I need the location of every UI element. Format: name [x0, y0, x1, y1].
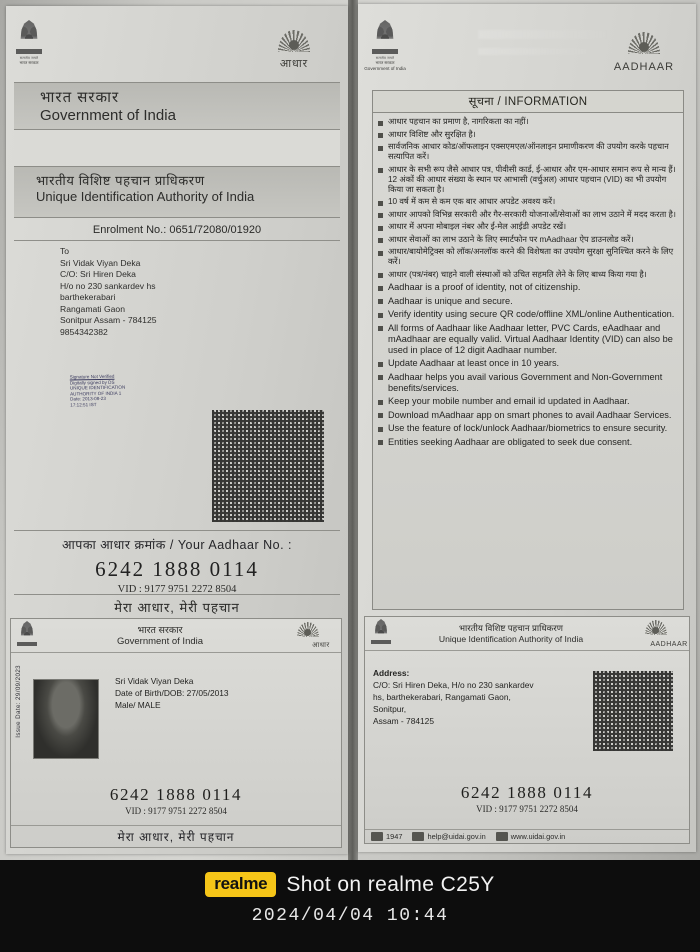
- card-front-person-details: [115, 675, 325, 711]
- bullet-square-icon: [378, 440, 383, 445]
- bullet-square-icon: [378, 362, 383, 367]
- tagline-card-front: मेरा आधार, मेरी पहचान: [11, 825, 341, 845]
- divider: [14, 530, 340, 531]
- bullet-square-icon: [378, 238, 383, 243]
- bullet-square-icon: [378, 146, 383, 151]
- address-line-3: H/o no 230 sankardev hs: [60, 280, 156, 291]
- card-back-footer: [365, 829, 689, 843]
- address-label: Address:: [373, 668, 410, 678]
- website-url: www.uidai.gov.in: [510, 832, 566, 841]
- info-text: Use the feature of lock/unlock Aadhaar/biometrics to ensure security.: [388, 423, 668, 433]
- info-item-en: [378, 423, 677, 434]
- enrolment-label: Enrolment No.:: [92, 224, 167, 236]
- issue-date-label: Issue Date:: [15, 702, 22, 738]
- address-line-6: Sonitpur Assam - 784125: [60, 315, 157, 325]
- aadhaar-label-hi: आपका आधार क्रमांक /: [62, 538, 174, 552]
- information-list: [373, 113, 683, 454]
- information-panel: [372, 90, 684, 610]
- info-text: Download mAadhaar app on smart phones to avail Aadhaar Services.: [388, 409, 672, 420]
- info-item-en: [378, 410, 677, 421]
- bullet-square-icon: [378, 273, 383, 278]
- recipient-address-block: [60, 246, 270, 338]
- issue-date-value: 29/09/2023: [15, 665, 22, 700]
- india-emblem-icon-right: सत्यमेव जयते भारत सरकार Government of India: [372, 20, 407, 71]
- info-text: Aadhaar is unique and secure.: [388, 295, 513, 306]
- bullet-square-icon: [378, 375, 383, 380]
- aadhaar-logo-card-front: [283, 621, 335, 651]
- signature-line-1: Signature Not Verified: [69, 373, 115, 380]
- signature-line-3: UNIQUE IDENTIFICATION: [69, 384, 126, 391]
- info-text: आधार में अपना मोबाइल नंबर और ई-मेल आईडी अपडेट रखें।: [388, 222, 567, 231]
- aadhaar-number-letter: 6242 1888 0114: [95, 557, 259, 581]
- email-item: [412, 832, 485, 841]
- tagline-letter: मेरा आधार, मेरी पहचान: [114, 600, 240, 615]
- card-back-header: [365, 617, 689, 651]
- info-item-en: [378, 323, 677, 356]
- aadhaar-wordmark-card-hi: आधार: [312, 642, 330, 649]
- signature-line-2: Digitally signed by DS: [69, 379, 115, 386]
- info-item-en: [378, 358, 677, 369]
- enrolment-line: [14, 224, 340, 236]
- digital-signature-stamp: [70, 373, 133, 408]
- bullet-square-icon: [378, 168, 383, 173]
- uidai-authority-band: [14, 166, 340, 218]
- info-item-hi: [378, 210, 677, 220]
- gov-title-hi: भारत सरकार: [40, 89, 120, 106]
- aadhaar-number-block: [14, 536, 340, 595]
- bullet-square-icon: [378, 121, 383, 126]
- address-line-7: 9854342382: [60, 326, 108, 337]
- aadhaar-card-front: [10, 618, 342, 848]
- info-item-hi: [378, 117, 677, 127]
- bullet-square-icon: [378, 213, 383, 218]
- divider: [14, 594, 340, 595]
- info-item-en: [378, 296, 677, 307]
- aadhaar-logo-hindi: [256, 28, 332, 72]
- bullet-square-icon: [378, 413, 383, 418]
- vid-label-card-front: VID :: [125, 806, 146, 816]
- helpline-item: [371, 832, 402, 841]
- info-item-en: [378, 282, 677, 293]
- divider: [14, 240, 340, 241]
- info-text: सार्वजनिक आधार कोड/ऑफलाइन एक्सएमएल/ऑनलाइन प्रमाणीकरण की उपयोग करके पहचान सत्यापित करें।: [388, 142, 669, 161]
- issue-date-vertical: [15, 665, 22, 738]
- aadhaar-wordmark-card-en: AADHAAR: [650, 641, 688, 648]
- info-text: आधार पहचान का प्रमाण है, नागरिकता का नहीं।: [388, 117, 529, 126]
- address-line-2: C/O: Sri Hiren Deka: [60, 269, 136, 279]
- gov-title-en: Government of India: [40, 107, 176, 124]
- bullet-square-icon: [378, 201, 383, 206]
- info-text: All forms of Aadhaar like Aadhaar letter, PVC Cards, eAadhaar and mAadhaar are equally valid. Virtual Aadhaar Identity (VID) can also be used in place of 12 digit Aadhaar number.: [388, 322, 673, 355]
- aadhaar-logo-card-back: [631, 619, 688, 649]
- signature-line-6: 17:12:51 IST: [70, 402, 97, 408]
- info-text: Verify identity using secure QR code/offline XML/online Authentication.: [388, 309, 675, 319]
- support-email: help@uidai.gov.in: [427, 832, 486, 841]
- india-emblem-icon: सत्यमेव जयते भारत सरकार: [16, 20, 46, 66]
- info-text: 10 वर्ष में कम से कम एक बार आधार अपडेट अवश्य करें।: [388, 197, 556, 206]
- card-back-title-hi: भारतीय विशिष्ट पहचान प्राधिकरण: [459, 623, 563, 633]
- person-name: Sri Vidak Viyan Deka: [115, 676, 194, 686]
- info-text: Update Aadhaar at least once in 10 years.: [388, 358, 560, 368]
- authority-title-en: Unique Identification Authority of India: [36, 189, 255, 204]
- address-line-5: Rangamati Gaon: [60, 303, 125, 314]
- india-emblem-icon-card-back: [371, 619, 391, 649]
- signature-line-5: Date: 2013-08-23: [70, 396, 106, 402]
- card-back-address-line-3: Sonitpur,: [373, 704, 407, 714]
- vid-number-letter: 9177 9751 2272 8504: [144, 584, 237, 595]
- info-item-en: [378, 396, 677, 407]
- realme-logo: realme: [205, 872, 276, 897]
- signature-line-4: AUTHORITY OF INDIA 1: [70, 390, 122, 397]
- website-item: [496, 832, 566, 841]
- card-back-address-block: [373, 667, 563, 727]
- bullet-square-icon: [378, 427, 383, 432]
- bullet-square-icon: [378, 299, 383, 304]
- to-label: To: [60, 246, 70, 256]
- info-text: आधार (पत्र/नंबर) चाहने वाली संस्थाओं को उचित सहमति लेने के लिए बाध्य किया गया है।: [388, 269, 647, 279]
- bullet-square-icon: [378, 313, 383, 318]
- aadhaar-card-back: [364, 616, 690, 844]
- info-text: आधार सेवाओं का लाभ उठाने के लिए स्मार्टफोन पर mAadhaar ऐप डाउनलोड करें।: [388, 234, 634, 244]
- information-title: सूचना / INFORMATION: [373, 91, 683, 113]
- bullet-square-icon: [378, 251, 383, 256]
- photo-portrait: [33, 679, 99, 759]
- government-of-india-band: [14, 82, 340, 130]
- qr-code-card-back: [593, 671, 673, 751]
- bullet-square-icon: [378, 226, 383, 231]
- aadhaar-logo-english: [606, 30, 682, 74]
- info-item-hi: [378, 247, 677, 267]
- camera-watermark-footer: [0, 860, 700, 952]
- watermark-row: [0, 872, 700, 897]
- info-item-en: [378, 437, 677, 448]
- info-item-en: [378, 372, 677, 394]
- card-back-titles: [439, 623, 583, 645]
- card-front-titles: [117, 625, 203, 647]
- bullet-square-icon: [378, 133, 383, 138]
- aadhaar-wordmark-hi: आधार: [279, 58, 309, 70]
- helpline-number: 1947: [386, 832, 403, 841]
- address-line-4: barthekerabari: [60, 292, 116, 302]
- info-text: Entities seeking Aadhaar are obligated to seek due consent.: [388, 436, 633, 447]
- bullet-square-icon: [378, 326, 383, 331]
- aadhaar-label-en: Your Aadhaar No. :: [177, 538, 292, 552]
- info-item-en: [378, 309, 677, 320]
- info-item-hi: [378, 222, 677, 232]
- shot-on-caption: Shot on realme C25Y: [286, 872, 495, 896]
- info-text: Aadhaar helps you avail various Government and Non-Government benefits/services.: [388, 371, 663, 393]
- aadhaar-wordmark-en: AADHAAR: [613, 61, 675, 73]
- info-text: आधार आपको विभिन्न सरकारी और गैर-सरकारी योजनाओं/सेवाओं का लाभ उठाने में मदद करता है।: [388, 209, 676, 219]
- info-text: Keep your mobile number and email id updated in Aadhaar.: [388, 396, 630, 406]
- authority-title-hi: भारतीय विशिष्ट पहचान प्राधिकरण: [36, 173, 205, 188]
- vid-label-letter: VID :: [117, 584, 142, 595]
- vid-label-card-back: VID :: [476, 804, 497, 814]
- info-item-hi: [378, 142, 677, 162]
- card-back-address-line-4: Assam - 784125: [373, 716, 434, 726]
- aadhaar-number-card-front: 6242 1888 0114: [109, 785, 243, 804]
- info-item-hi: [378, 165, 677, 195]
- card-back-title-en: Unique Identification Authority of India: [438, 634, 584, 644]
- address-line-1: Sri Vidak Viyan Deka: [60, 257, 141, 268]
- info-item-hi: [378, 197, 677, 207]
- info-text: Aadhaar is a proof of identity, not of citizenship.: [388, 282, 581, 292]
- info-text: आधार/बायोमेट्रिक्स को लॉक/अनलॉक करने की विशेषता का उपयोग सुरक्षा सुनिश्चित करने के लिए करें।: [388, 247, 674, 266]
- envelope-icon: [412, 832, 424, 841]
- vid-number-card-front: 9177 9751 2272 8504: [148, 806, 227, 816]
- bullet-square-icon: [378, 400, 383, 405]
- enrolment-number: 0651/72080/01920: [169, 224, 262, 236]
- phone-icon: [371, 832, 383, 841]
- info-item-hi: [378, 130, 677, 140]
- globe-icon: [496, 832, 508, 841]
- card-front-header: [11, 619, 341, 653]
- card-back-address-line-2: hs, barthekerabari, Rangamati Gaon,: [373, 692, 511, 702]
- card-front-title-hi: भारत सरकार: [137, 625, 183, 636]
- info-item-hi: [378, 235, 677, 245]
- info-text: आधार के सभी रूप जैसे आधार पत्र, पीवीसी कार्ड, ई-आधार और एम-आधार समान रूप से मान्य हैं। 12 अंकों की आधार संख्या के स्थान पर आभासी (वर्चुअल) आधार पहचान (VID) का भी उपयोग किया जा सकता है।: [388, 164, 676, 194]
- info-text: आधार विशिष्ट और सुरक्षित है।: [388, 129, 476, 139]
- card-back-address-line-1: C/O: Sri Hiren Deka, H/o no 230 sankardev: [373, 680, 534, 690]
- qr-code-letter: [212, 410, 324, 522]
- spacer-band: [14, 130, 340, 166]
- person-dob: Date of Birth/DOB: 27/05/2013: [115, 688, 229, 698]
- bullet-square-icon: [378, 286, 383, 291]
- aadhaar-number-card-back: 6242 1888 0114: [460, 783, 594, 802]
- info-item-hi: [378, 270, 677, 280]
- card-back-number-block: [365, 783, 689, 814]
- card-front-title-en: Government of India: [116, 636, 204, 647]
- card-front-number-block: [11, 785, 341, 816]
- paper-gap: [348, 0, 358, 860]
- vid-number-card-back: 9177 9751 2272 8504: [499, 804, 578, 814]
- capture-timestamp: 2024/04/04 10:44: [251, 906, 449, 926]
- india-emblem-icon-card: [17, 621, 37, 651]
- person-gender: Male/ MALE: [115, 700, 161, 710]
